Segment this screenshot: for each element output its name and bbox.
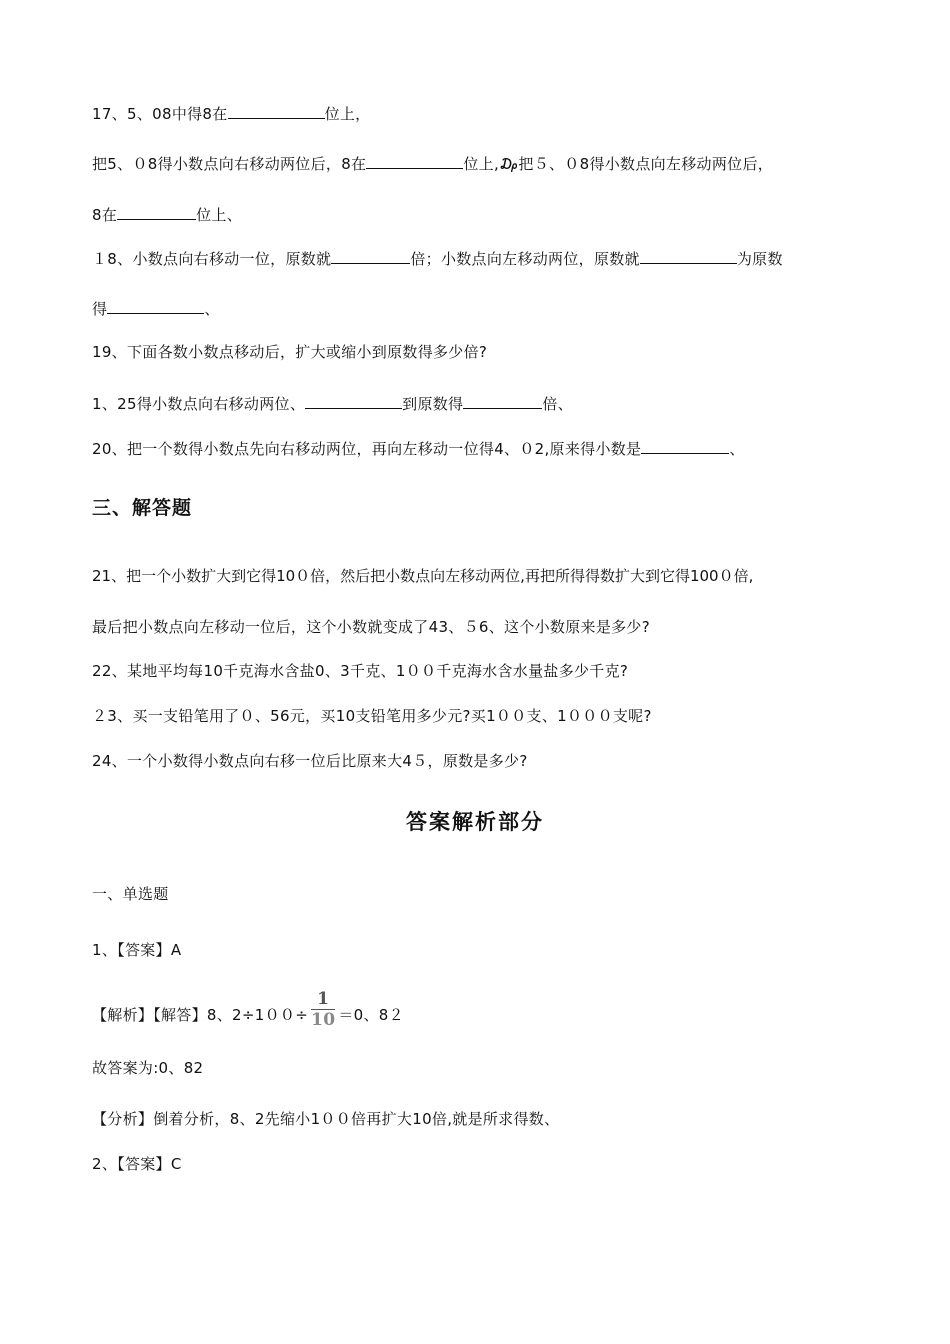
section-3-heading: 三、解答题 xyxy=(92,497,193,519)
q20-blank[interactable] xyxy=(641,438,729,454)
q17-text-3: 位上,₯把５、０8得小数点向左移动两位后， xyxy=(463,155,774,173)
q17-blank-3[interactable] xyxy=(117,204,196,220)
ans-1-conclusion-text: 故答案为:0、82 xyxy=(92,1059,204,1077)
fraction-numerator: 1 xyxy=(317,989,330,1009)
ans-1-text: 1、【答案】A xyxy=(92,941,182,959)
q19-blank-1[interactable] xyxy=(305,393,402,409)
ans-1-explain xyxy=(92,989,404,1035)
q17-text-5: 位上、 xyxy=(196,206,243,224)
q17-line2 xyxy=(92,153,773,174)
q24-line xyxy=(92,751,528,771)
q18-blank-3[interactable] xyxy=(107,298,204,314)
fraction-1-10 xyxy=(311,990,335,1029)
q18-text: １8、小数点向右移动一位，原数就 xyxy=(92,250,332,268)
q17-line1 xyxy=(92,103,370,124)
q17-suffix: 位上， xyxy=(324,105,371,123)
q24-text: 24、一个小数得小数点向右移一位后比原来大4５，原数是多少? xyxy=(92,752,528,770)
q19-sub-text-2: 到原数得 xyxy=(402,395,464,413)
q17-blank-2[interactable] xyxy=(366,153,463,169)
q18-text-2: 倍；小数点向左移动两位，原数就 xyxy=(410,250,640,268)
ans-2-text: 2、【答案】C xyxy=(92,1155,182,1173)
q19-blank-2[interactable] xyxy=(463,393,542,409)
q18-line1 xyxy=(92,248,783,269)
q17-text-2: 把5、０8得小数点向右移动两位后，8在 xyxy=(92,155,367,173)
q20-line xyxy=(92,438,745,459)
answer-section-title: 答案解析部分 xyxy=(406,810,544,834)
q18-line2 xyxy=(92,298,220,319)
q20-suffix: 、 xyxy=(729,440,745,458)
ans-1-analysis-text: 【分析】倒着分析，8、2先缩小1００倍再扩大10倍,就是所求得数、 xyxy=(92,1110,560,1128)
ans-1-analysis xyxy=(92,1109,559,1129)
ans-1-explain-text: 【解析】【解答】8、2÷1００÷ xyxy=(92,1006,309,1024)
q22-line xyxy=(92,661,628,681)
q18-blank-2[interactable] xyxy=(640,248,737,264)
ans-1-line xyxy=(92,940,181,960)
q17-text-4: 8在 xyxy=(92,206,118,224)
ans-2-line xyxy=(92,1154,182,1174)
q21-line1 xyxy=(92,566,753,586)
q17-line3 xyxy=(92,204,242,225)
q19-line2 xyxy=(92,393,573,414)
ans-1-explain-result: ＝0、8２ xyxy=(338,1006,404,1024)
q18-text-5: 、 xyxy=(204,300,220,318)
q17-blank-1[interactable] xyxy=(228,103,325,119)
q21-text: 21、把一个小数扩大到它得10０倍，然后把小数点向左移动两位,再把所得得数扩大到它得100０倍, xyxy=(92,567,754,585)
q18-text-4: 得 xyxy=(92,300,108,318)
q23-line xyxy=(92,706,652,726)
q22-text: 22、某地平均每10千克海水含盐0、3千克、1００千克海水含水量盐多少千克? xyxy=(92,662,629,680)
ans-1-conclusion xyxy=(92,1058,203,1078)
q21-line2 xyxy=(92,617,650,637)
q23-text: ２3、买一支铅笔用了０、56元，买10支铅笔用多少元?买1００支、1０００支呢? xyxy=(92,707,652,725)
q19-sub-text-3: 倍、 xyxy=(542,395,573,413)
fraction-denominator: 10 xyxy=(311,1010,336,1030)
q19-sub-text: 1、25得小数点向右移动两位、 xyxy=(92,395,306,413)
q19-line1 xyxy=(92,342,487,362)
q21-text-2: 最后把小数点向左移动一位后，这个小数就变成了43、５6、这个小数原来是多少? xyxy=(92,618,650,636)
q17-text: 17、5、08中得8在 xyxy=(92,105,228,123)
ans-section-1-label: 一、单选题 xyxy=(92,885,169,903)
ans-section-1 xyxy=(92,884,169,904)
q19-text: 19、下面各数小数点移动后，扩大或缩小到原数得多少倍? xyxy=(92,343,488,361)
q18-text-3: 为原数 xyxy=(736,250,783,268)
q18-blank-1[interactable] xyxy=(331,248,410,264)
q20-text: 20、把一个数得小数点先向右移动两位，再向左移动一位得4、０2,原来得小数是 xyxy=(92,440,642,458)
